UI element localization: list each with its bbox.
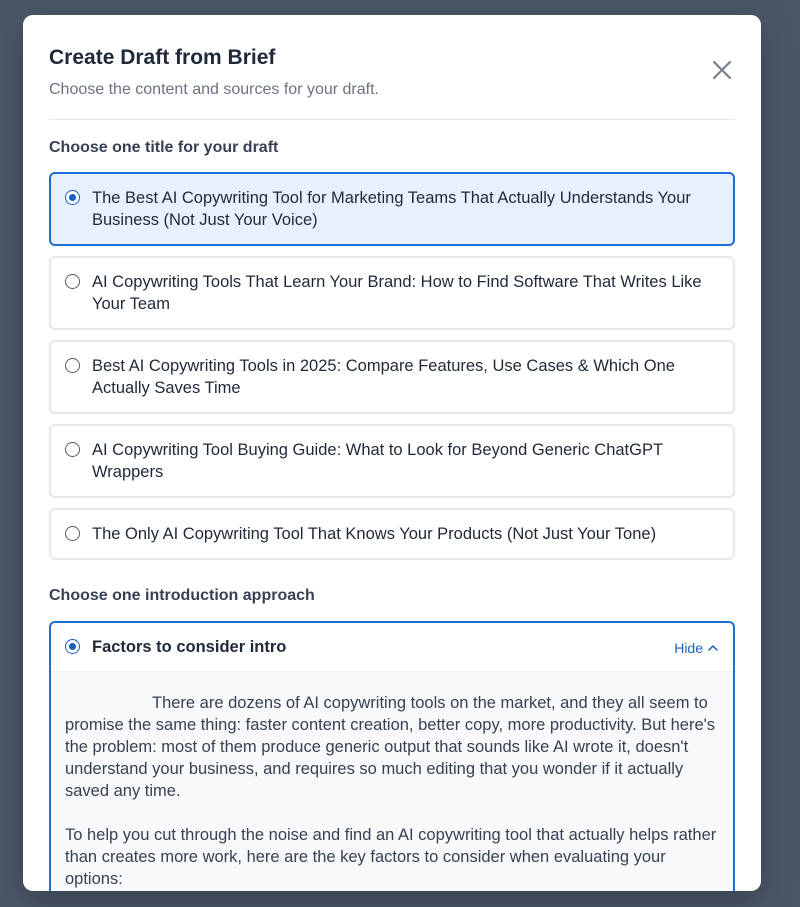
chevron-up-icon [707,642,719,654]
hide-toggle-label: Hide [674,640,703,656]
title-options [49,172,735,560]
title-radio[interactable] [65,190,80,205]
title-option-label: AI Copywriting Tools That Learn Your Brand: How to Find Software That Writes Like Your Team [92,273,702,313]
title-radio[interactable] [65,358,80,373]
intro-option-header[interactable] [51,623,733,672]
title-option[interactable] [49,256,735,330]
title-option-label: The Best AI Copywriting Tool for Marketing Teams That Actually Understands Your Business (Not Just Your Voice) [92,189,691,229]
intro-option-label: Factors to consider intro [92,638,287,656]
title-radio[interactable] [65,274,80,289]
close-icon [711,59,733,81]
title-option[interactable] [49,340,735,414]
title-radio[interactable] [65,526,80,541]
intro-radio[interactable] [65,639,80,654]
title-option-label: Best AI Copywriting Tools in 2025: Compare Features, Use Cases & Which One Actually Saves Time [92,357,675,397]
title-option-label: The Only AI Copywriting Tool That Knows Your Products (Not Just Your Tone) [92,525,657,543]
intro-preview-text [51,672,733,891]
title-option[interactable] [49,172,735,246]
title-section-label: Choose one title for your draft [49,139,279,156]
modal-header [23,15,761,100]
close-button[interactable] [711,59,733,81]
create-draft-modal [23,15,761,891]
hide-toggle-button[interactable] [674,637,719,659]
intro-option-card[interactable] [49,621,735,891]
modal-title: Create Draft from Brief [49,46,276,69]
title-option[interactable] [49,424,735,498]
title-option[interactable] [49,508,735,560]
intro-section-label: Choose one introduction approach [49,587,315,604]
modal-subtitle: Choose the content and sources for your draft. [49,81,379,98]
intro-paragraph [65,692,719,802]
header-divider [49,119,735,120]
title-option-label: AI Copywriting Tool Buying Guide: What to Look for Beyond Generic ChatGPT Wrappers [92,441,663,481]
intro-paragraph: To help you cut through the noise and find an AI copywriting tool that actually helps rather than creates more work, here are the key factors to consider when evaluating your options: [65,826,717,888]
title-radio[interactable] [65,442,80,457]
intro-paragraph-text: There are dozens of AI copywriting tools on the market, and they all seem to promise the same thing: faster content creation, better copy, more productivity. But here's the problem: most of them produce generic output that sounds like AI wrote it, doesn't understand your business, and requires so much editing that you wonder if it actually saved any time. [65,694,716,800]
